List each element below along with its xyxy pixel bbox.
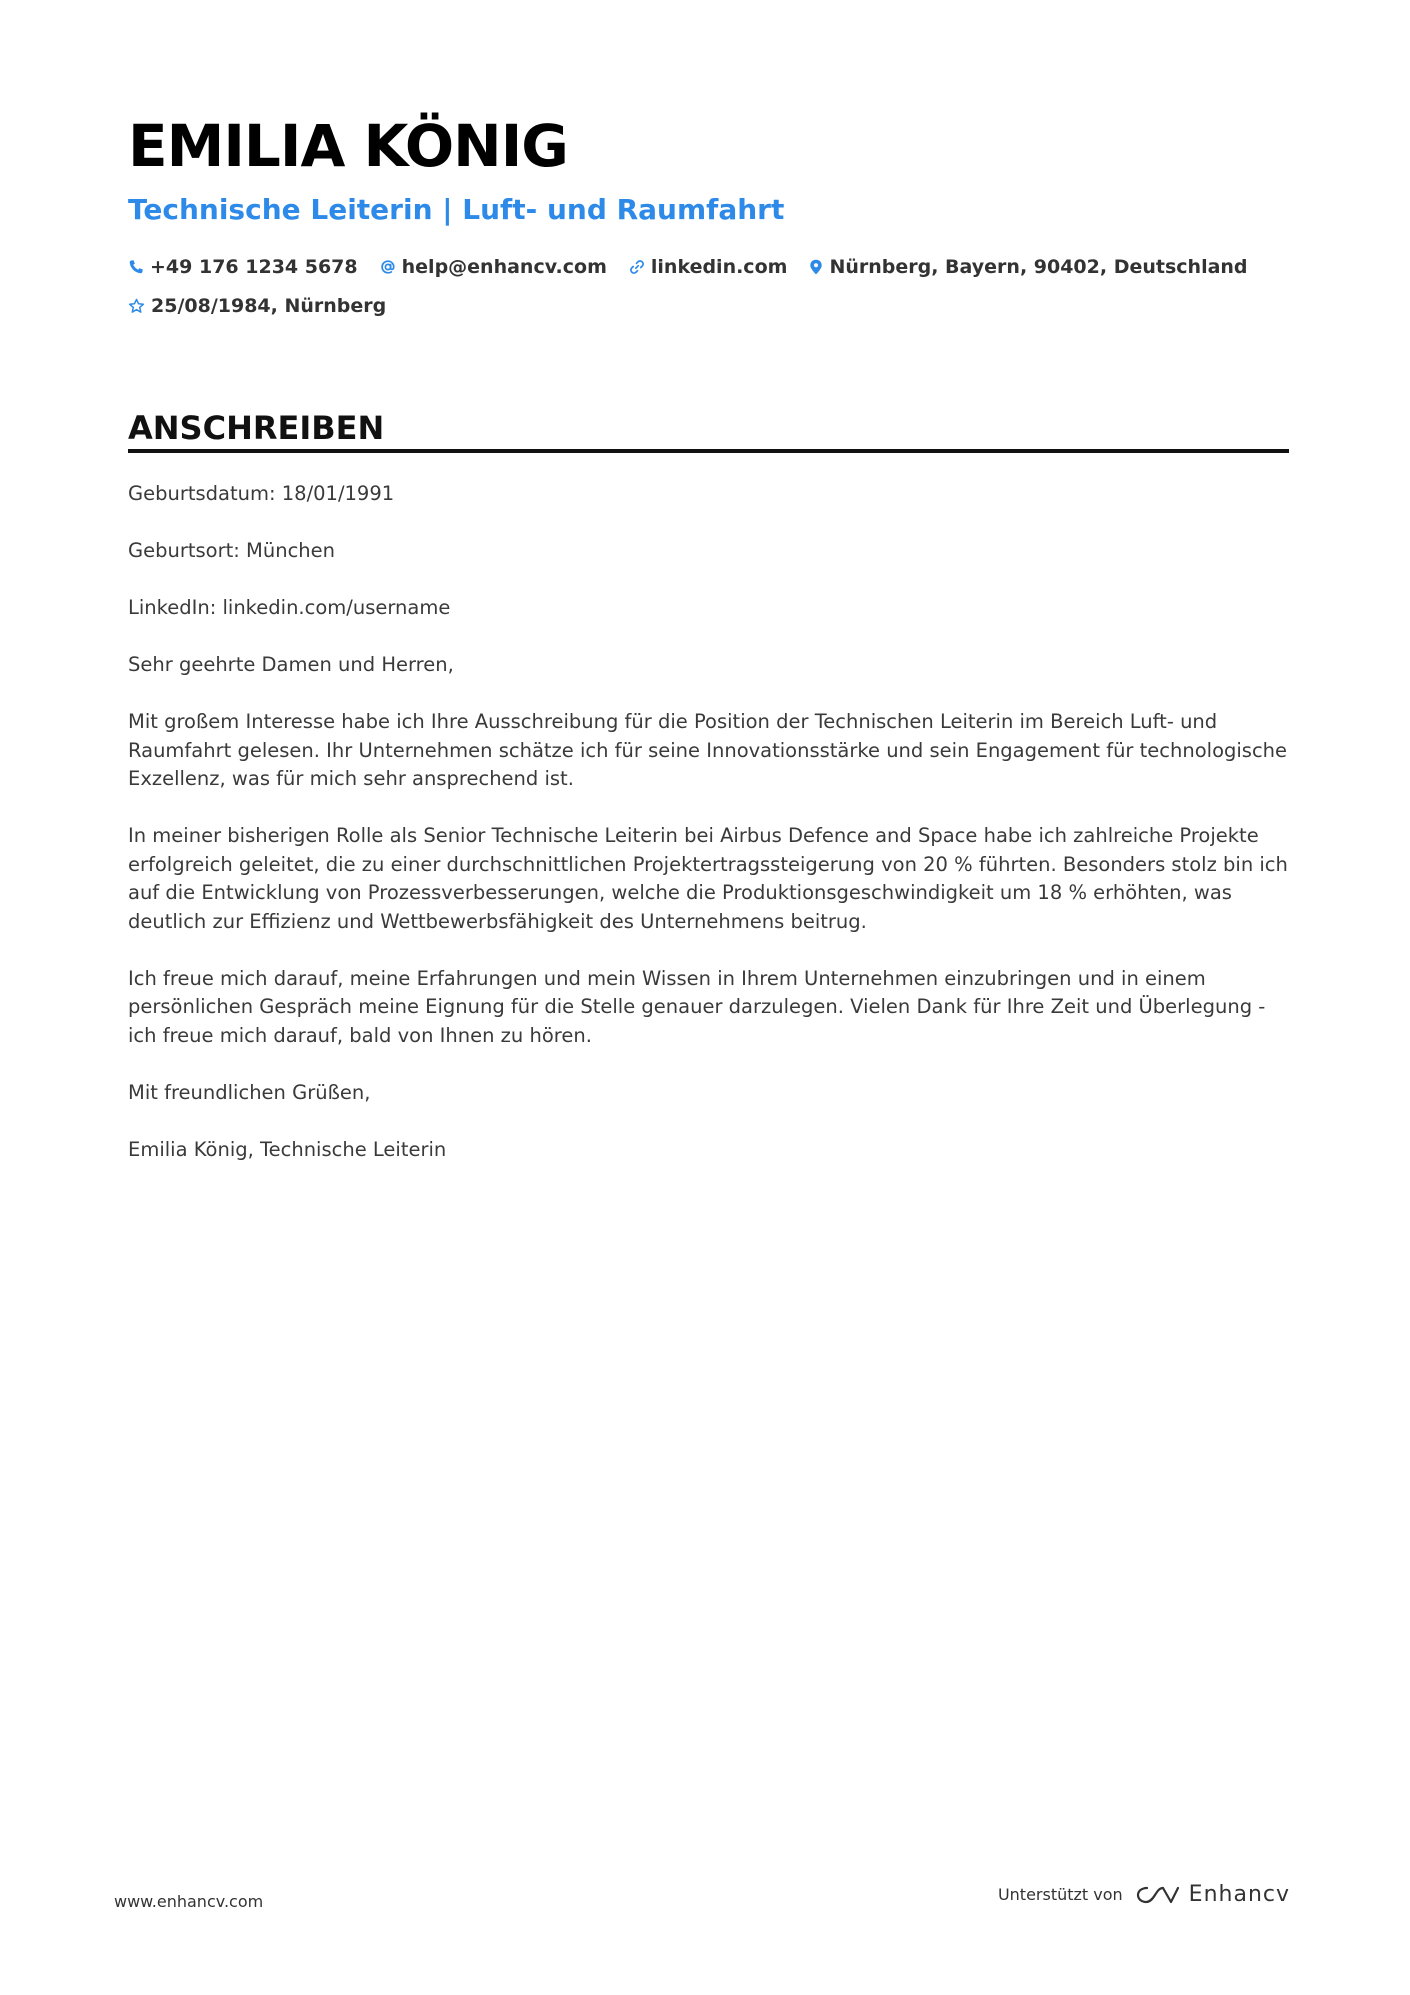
star-icon xyxy=(128,298,145,315)
phone-icon xyxy=(128,259,144,275)
letter-paragraph: Geburtsort: München xyxy=(128,539,336,562)
email-text: help@enhancv.com xyxy=(401,256,607,278)
at-icon xyxy=(380,259,396,275)
candidate-name: EMILIA KÖNIG xyxy=(128,112,568,180)
contact-birth xyxy=(128,295,386,317)
contact-email[interactable] xyxy=(380,256,607,278)
footer-branding[interactable] xyxy=(998,1882,1290,1907)
letter-paragraph: Emilia König, Technische Leiterin xyxy=(128,1137,447,1161)
letter-paragraph: Geburtsdatum: 18/01/1991 xyxy=(128,482,395,505)
letter-paragraph: Mit freundlichen Grüßen, xyxy=(128,1080,371,1104)
link-icon xyxy=(629,259,645,275)
contact-linkedin[interactable] xyxy=(629,256,788,278)
location-text: Nürnberg, Bayern, 90402, Deutschland xyxy=(829,256,1248,278)
powered-by-label: Unterstützt von xyxy=(997,1885,1123,1904)
linkedin-text: linkedin.com xyxy=(650,256,788,278)
letter-body xyxy=(128,480,1298,1193)
brand-name: Enhancv xyxy=(1188,1882,1290,1907)
contact-row-birth xyxy=(128,292,408,320)
letter-paragraph: Mit großem Interesse habe ich Ihre Ausschreibung für die Position der Technischen Leiterin im Bereich Luft- und Raumfahrt gelesen. Ihr Unternehmen schätze ich für seine Innovationsstärke und sein Engagement für technologische Exzellenz, was für mich sehr ansprechend ist. xyxy=(128,710,1288,790)
birth-text: 25/08/1984, Nürnberg xyxy=(151,295,387,317)
location-pin-icon xyxy=(809,259,823,275)
section-divider xyxy=(128,449,1289,453)
letter-paragraph: In meiner bisherigen Rolle als Senior Technische Leiterin bei Airbus Defence and Space habe ich zahlreiche Projekte erfolgreich geleitet, die zu einer durchschnittlichen Projektertragssteigerung von 20 % führten. Besonders stolz bin ich auf die Entwicklung von Prozessverbesserungen, welche die Produktionsgeschwindigkeit um 18 % erhöhten, was deutlich zur Effizienz und Wettbewerbsfähigkeit des Unternehmens beitrug. xyxy=(128,824,1288,933)
section-title: ANSCHREIBEN xyxy=(128,409,385,447)
candidate-title: Technische Leiterin | Luft- und Raumfahrt xyxy=(128,193,785,226)
enhancv-logo-icon xyxy=(1135,1883,1181,1907)
letter-paragraph: Sehr geehrte Damen und Herren, xyxy=(128,653,454,676)
letter-paragraph: LinkedIn: linkedin.com/username xyxy=(128,596,451,619)
letter-paragraph: Ich freue mich darauf, meine Erfahrungen und mein Wissen in Ihrem Unternehmen einzubringen und in einem persönlichen Gespräch meine Eignung für die Stelle genauer darzulegen. Vielen Dank für Ihre Zeit und Überlegung - ich freue mich darauf, bald von Ihnen zu hören. xyxy=(128,966,1266,1047)
contact-row xyxy=(128,253,1270,281)
contact-location xyxy=(809,256,1247,278)
footer-website[interactable]: www.enhancv.com xyxy=(114,1892,264,1911)
contact-phone[interactable] xyxy=(128,256,358,278)
phone-text: +49 176 1234 5678 xyxy=(150,256,358,278)
